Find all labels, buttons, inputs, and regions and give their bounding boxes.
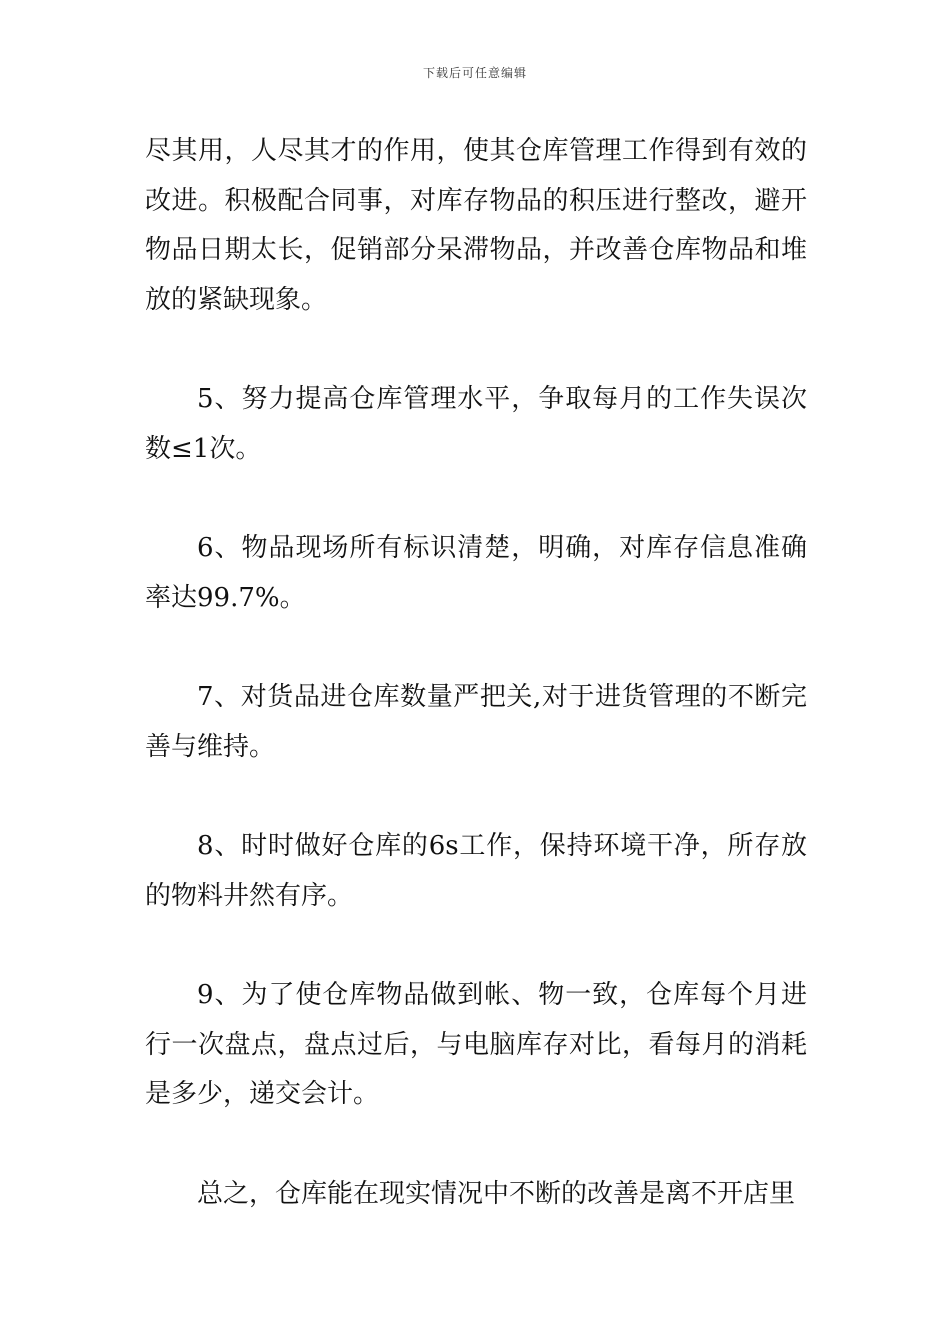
paragraph-3: 6、物品现场所有标识清楚，明确，对库存信息准确率达99.7%。 xyxy=(145,533,807,613)
paragraph-6: 9、为了使仓库物品做到帐、物一致，仓库每个月进行一次盘点，盘点过后，与电脑库存对比，看每月的消耗是多少，递交会计。 xyxy=(145,980,807,1109)
paragraph-5: 8、时时做好仓库的6s工作，保持环境干净，所存放的物料井然有序。 xyxy=(145,831,807,911)
paragraph-2: 5、努力提高仓库管理水平，争取每月的工作失误次数≤1次。 xyxy=(145,384,807,464)
paragraph-4: 7、对货品进仓库数量严把关,对于进货管理的不断完善与维持。 xyxy=(145,682,807,762)
document-body xyxy=(145,127,807,1269)
paragraph-7: 总之，仓库能在现实情况中不断的改善是离不开店里 xyxy=(197,1178,796,1209)
page-header: 下载后可任意编辑 xyxy=(422,66,527,80)
paragraph-1: 尽其用，人尽其才的作用，使其仓库管理工作得到有效的改进。积极配合同事，对库存物品的积压进行整改，避开物品日期太长，促销部分呆滞物品，并改善仓库物品和堆放的紧缺现象。 xyxy=(145,136,807,315)
